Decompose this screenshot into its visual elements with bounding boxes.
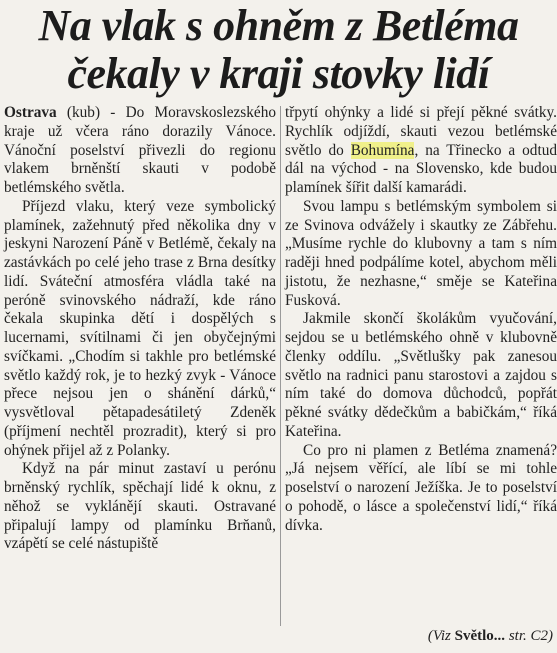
article-paragraph: Svou lampu s betlémským symbolem si ze Svinova odvážely i skautky ze Zábřehu. „Musíme rychle do klubovny a tam s ním raději hned podpálíme kotel, abychom měli jistotu, že nezhasne,“ směje se Kateřina Fusková. [285, 197, 557, 309]
article-paragraph: Jakmile skončí školákům vyučování, sejdou se u betlémského ohně v klubovně členky oddílu. „Světlušky pak zanesou světlo na radnici panu starostovi a zajdou s ním také do domova důchodců, popřát pěkné svátky dědečkům a babičkám,“ říká Kateřina. [285, 310, 557, 440]
headline-line-2: čekaly v kraji stovky lidí [67, 49, 490, 98]
article-paragraph: Příjezd vlaku, který veze symbolický plamínek, zažehnutý před několika dny v jeskyni Narození Páně v Betlémě, čekaly na zastávkách po celé jeho trase z Brna desítky lidí. Sváteční atmosféra vládla také na peróně svinovského nádraží, kde ráno čekala skupinka dětí i dospělých s lucernami, svítilnami či jen obyčejnými svíčkami. „Chodím si takhle pro betlémské světlo každý rok, je to hezký zvyk - Vánoce přece nejsou jen o shánění dárků,“ vysvětloval pětapadesátiletý Zdeněk (příjmení nechtěl prozradit), který si pro ohýnek přijel až z Polanky. [4, 197, 276, 459]
article-paragraph [285, 104, 557, 198]
article-paragraph: Co pro ni plamen z Betléma znamená? „Já nejsem věřící, ale líbí se mi tohle poselství o narození Ježíška. Je to poselství o pohodě, o lásce a společenství lidí,“ říká dívka. [285, 441, 557, 534]
byline: (kub) [66, 104, 101, 121]
crossref-suffix: str. C2) [505, 628, 553, 644]
article-paragraph [4, 104, 276, 198]
article-column-right [285, 104, 557, 535]
continued-text-tail: , na Třinecko a odtud dál na východ - na Slovensko, kde budou plamínek šířit další kamarádi. [285, 141, 557, 196]
dateline: Ostrava [4, 104, 57, 121]
article-paragraph: Když na pár minut zastaví u perónu brněnský rychlík, spěchají lidé k oknu, z něhož se vyklánějí skauti. Ostravané připalují lampy od plamínku Brňanů, vzápětí se celé nástupiště [4, 460, 276, 553]
highlighted-word: Bohumína [350, 141, 415, 159]
article-column-left [4, 104, 276, 554]
headline-line-1: Na vlak s ohněm z Betléma [38, 1, 519, 50]
column-divider [280, 106, 281, 626]
continued-text: třpytí ohýnky a lidé si přejí pěkné svátky. Rychlík odjíždí, skauti vezou betlémské světlo do [285, 104, 557, 159]
cross-reference [428, 628, 553, 645]
crossref-keyword: Světlo... [454, 628, 506, 644]
headline [0, 2, 557, 98]
lead-text: - Do Moravskoslezského kraje už včera ráno dorazily Vánoce. Vánoční poselství přivezli do regionu vlakem brněnští skauti v podobě betlémského světla. [4, 104, 276, 196]
crossref-prefix: (Viz [427, 628, 455, 644]
